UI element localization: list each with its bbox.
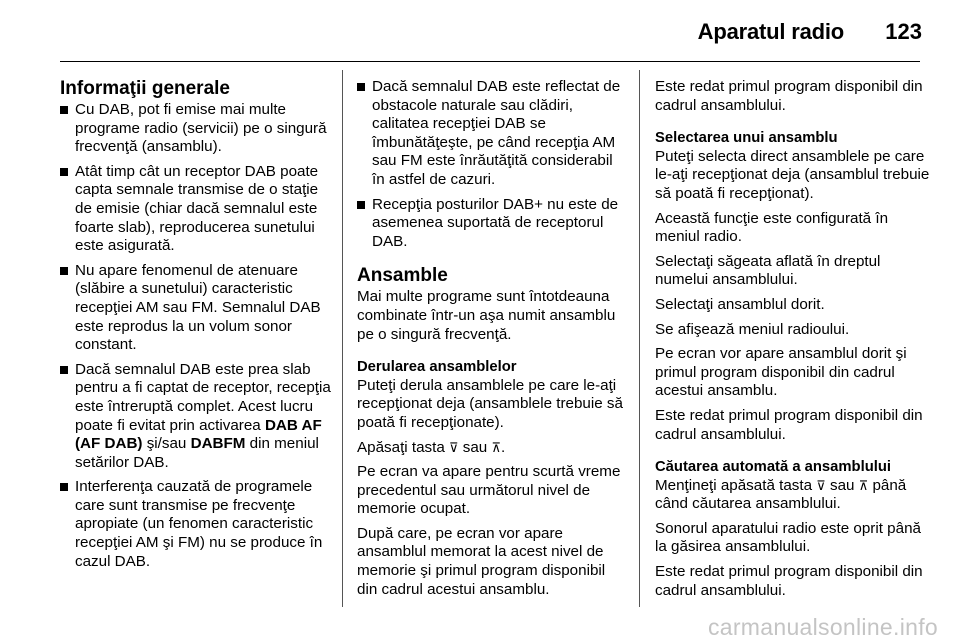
subheading-scroll-ensembles: Derularea ansamblelor — [357, 359, 517, 376]
list-item: Interferenţa cauzată de programele care sunt transmise pe frecvenţe apropiate (un fenomen caracteristic recepţiei AM şi FM) nu se produce în cazul DAB. — [60, 478, 332, 571]
paragraph: Mai multe programe sunt întotdeauna combinate într-un aşa numit ansamblu pe o singură frecvenţă. — [357, 288, 616, 343]
bullet-square-icon — [60, 106, 68, 114]
paragraph: Pe ecran va apare pentru scurtă vreme precedentul sau următorul nivel de memorie ocupat. — [357, 463, 621, 518]
bullet-list — [60, 101, 332, 571]
column-1 — [60, 78, 332, 577]
paragraph: Menţineţi apăsată tasta ⊽ sau ⊼ până când căutarea ansamblului. — [655, 476, 907, 513]
bullet-square-icon — [60, 483, 68, 491]
paragraph: Sonorul aparatului radio este oprit până la găsirea ansamblului. — [655, 519, 921, 556]
paragraph: Această funcţie este configurată în meniul radio. — [655, 209, 889, 246]
paragraph: Apăsaţi tasta ⊽ sau ⊼. — [357, 438, 506, 456]
list-item: Dacă semnalul DAB este reflectat de obstacole naturale sau clădiri, calitatea recepţiei DAB se îmbunătăţeşte, pe când recepţia AM sau FM este înrăutăţită considerabil în astfel de cazuri. — [357, 78, 629, 190]
bullet-square-icon — [60, 267, 68, 275]
column-2 — [357, 78, 629, 605]
paragraph: Este redat primul program disponibil din cadrul ansamblului. — [655, 563, 923, 599]
list-item: Cu DAB, pot fi emise mai multe programe radio (servicii) pe o singură frecvenţă (ansamblu). — [60, 101, 332, 157]
key-up-icon: ⊼ — [858, 477, 869, 493]
paragraph: Este redat primul program disponibil din cadrul ansamblului. — [655, 78, 923, 114]
paragraph: Se afişează meniul radioului. — [655, 320, 850, 338]
list-item: Nu apare fenomenul de atenuare (slăbire a sunetului) caracteristic recepţiei AM sau FM. Semnalul DAB este reprodus la un volum sonor constant. — [60, 262, 332, 355]
section-heading-ensembles: Ansamble — [357, 265, 448, 287]
subheading-auto-search: Căutarea automată a ansamblului — [655, 459, 891, 476]
bullet-square-icon — [357, 201, 365, 209]
key-up-icon: ⊼ — [491, 439, 501, 455]
paragraph: Selectaţi ansamblul dorit. — [655, 295, 825, 313]
page-number: 123 — [885, 19, 922, 44]
paragraph: Puteţi selecta direct ansamblele pe care le-aţi recepţionat deja (ansamblul trebuie să poată fi recepţionat). — [655, 147, 930, 202]
key-down-icon: ⊽ — [816, 477, 826, 493]
list-item: Dacă semnalul DAB este prea slab pentru a fi captat de receptor, recepţia este întreruptă complet. Acest lucru poate fi evitat prin activarea DAB AF (AF DAB) şi/sau DABFM din meniul setărilor DAB. — [60, 361, 332, 473]
menu-option-dabfm: DABFM — [190, 435, 246, 453]
list-item: Recepţia posturilor DAB+ nu este de asemenea suportată de receptorul DAB. — [357, 196, 629, 252]
column-divider — [639, 70, 640, 607]
watermark: carmanualsonline.info — [707, 614, 938, 640]
header-rule — [60, 61, 920, 62]
bullet-list — [357, 78, 629, 251]
paragraph: După care, pe ecran vor apare ansamblul memorat la acest nivel de memorie şi primul program disponibil din cadrul acestui ansamblu. — [357, 524, 606, 598]
paragraph: Este redat primul program disponibil din cadrul ansamblului. — [655, 406, 923, 443]
column-divider — [342, 70, 343, 607]
bullet-square-icon — [60, 168, 68, 176]
page-header — [0, 0, 960, 60]
paragraph: Pe ecran vor apare ansamblul dorit şi primul program disponibil din cadrul acestui ansamblu. — [655, 345, 907, 400]
paragraph: Selectaţi săgeata aflată în dreptul numelui ansamblului. — [655, 252, 881, 289]
subheading-select-ensemble: Selectarea unui ansamblu — [655, 130, 838, 147]
menu-option-dab-af: DAB AF (AF DAB) — [75, 416, 322, 453]
running-title: Aparatul radio — [697, 19, 844, 44]
column-3 — [655, 78, 930, 606]
paragraph: Puteţi derula ansamblele pe care le-aţi recepţionat deja (ansamblele trebuie să poată fi recepţionate). — [357, 376, 623, 431]
list-item: Atât timp cât un receptor DAB poate capta semnale transmise de o staţie de emisie (chiar dacă semnalul este foarte slab), reproducerea sunetului este asigurată. — [60, 163, 332, 256]
key-down-icon: ⊽ — [449, 439, 459, 455]
section-heading-general-info: Informaţii generale — [60, 78, 230, 99]
bullet-square-icon — [60, 366, 68, 374]
bullet-square-icon — [357, 83, 365, 91]
